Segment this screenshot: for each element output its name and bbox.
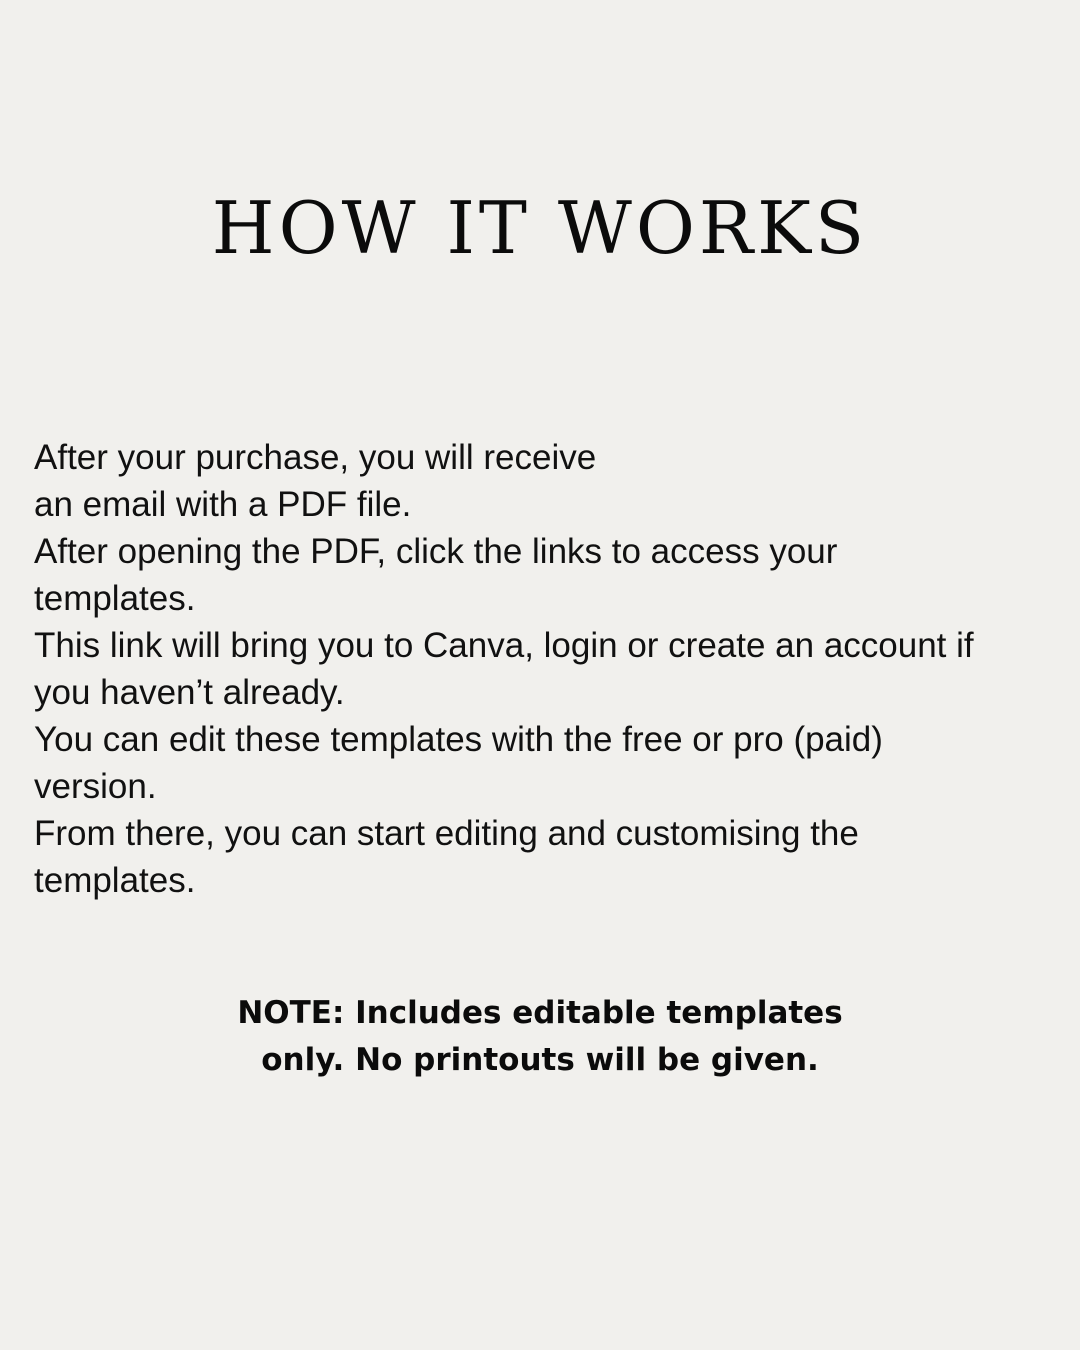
instruction-line: you haven’t already.	[34, 673, 345, 712]
instruction-line: From there, you can start editing and customising the	[34, 814, 859, 853]
instruction-line: This link will bring you to Canva, login or create an account if	[34, 626, 974, 665]
instruction-line: You can edit these templates with the free or pro (paid)	[34, 720, 883, 759]
note-line: NOTE: Includes editable templates	[237, 995, 843, 1031]
instruction-line: version.	[34, 767, 157, 806]
instruction-line: After your purchase, you will receive	[34, 438, 597, 477]
instruction-line: After opening the PDF, click the links to access your	[34, 532, 838, 571]
instruction-line: an email with a PDF file.	[34, 485, 412, 524]
instruction-line: templates.	[34, 579, 196, 618]
note-text	[0, 990, 1080, 1084]
page-title: HOW IT WORKS	[211, 186, 869, 270]
instruction-line: templates.	[34, 861, 196, 900]
note-line: only. No printouts will be given.	[261, 1042, 819, 1078]
instructions-text	[34, 434, 1044, 904]
